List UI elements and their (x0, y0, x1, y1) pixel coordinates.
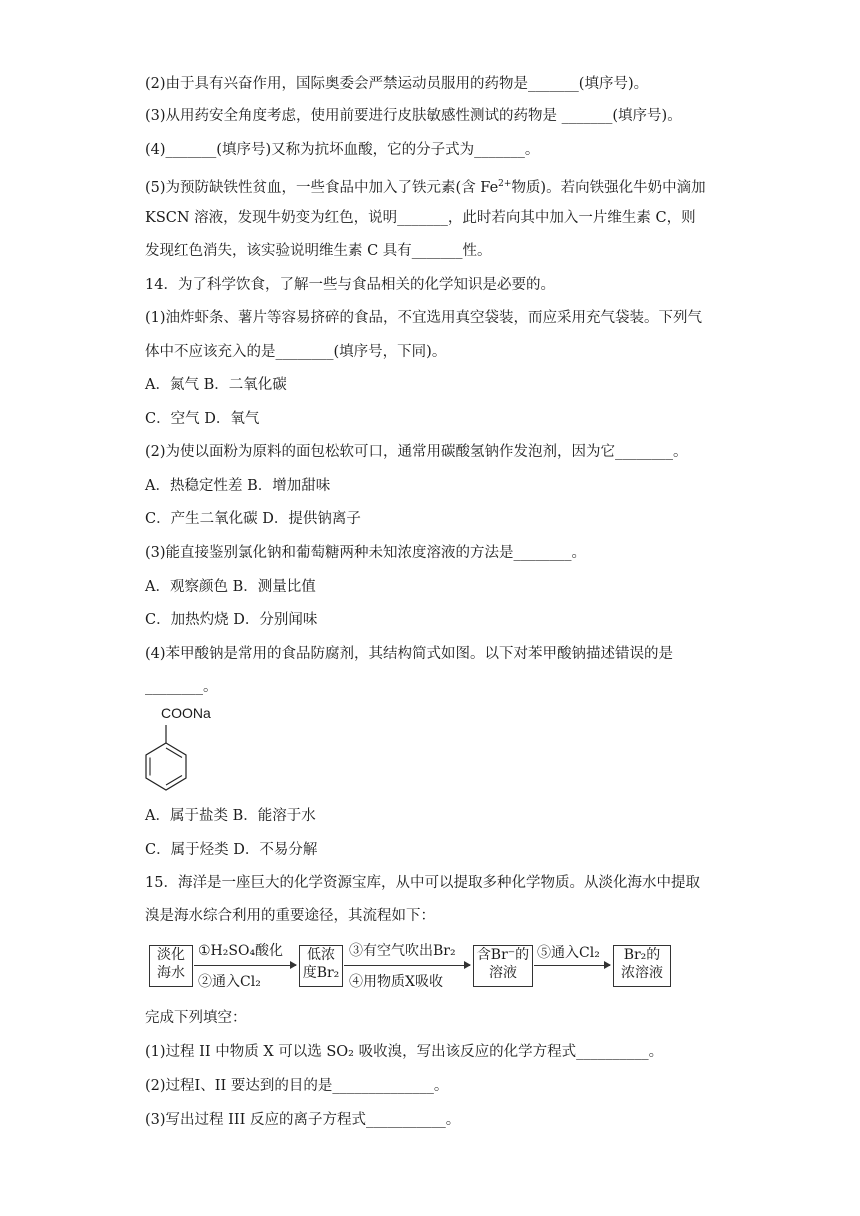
q13-part3: (3)从用药安全角度考虑，使用前要进行皮肤敏感性测试的药物是 _______(填序号)。 (145, 108, 682, 124)
q14-part1-options-ab: A．氮气 B．二氧化碳 (145, 377, 287, 393)
flow-step5: ⑤通入Cl₂ (537, 945, 600, 961)
flow-step4: ④用物质X吸收 (349, 974, 443, 990)
q13-part4: (4)_______(填序号)又称为抗坏血酸，它的分子式为_______。 (145, 142, 540, 158)
flow-box2-line2: 度Br₂ (302, 965, 340, 981)
q14-part1-options-cd: C．空气 D．氧气 (145, 411, 260, 427)
q14-part4-options-cd: C．属于烃类 D．不易分解 (145, 842, 318, 858)
q13-part2: (2)由于具有兴奋作用，国际奥委会严禁运动员服用的药物是_______(填序号)。 (145, 76, 649, 92)
flow-box1-line1: 淡化 (157, 947, 185, 963)
q14-part2-options-ab: A．热稳定性差 B．增加甜味 (145, 478, 331, 494)
q13-part5-line2: KSCN 溶液，发现牛奶变为红色，说明_______，此时若向其中加入一片维生素 C，则 (145, 210, 696, 226)
q14-part3-options-cd: C．加热灼烧 D．分别闻味 (145, 612, 318, 628)
q15-title-line1: 15．海洋是一座巨大的化学资源宝库，从中可以提取多种化学物质。从淡化海水中提取 (145, 875, 700, 891)
q15-instruction: 完成下列填空： (145, 1010, 247, 1026)
q14-part4-options-ab: A．属于盐类 B．能溶于水 (145, 808, 316, 824)
q14-part4-blank: ________。 (145, 679, 218, 695)
flow-step1: ①H₂SO₄酸化 (198, 943, 284, 959)
q13-part5-line3: 发现红色消失，该实验说明维生素 C 具有_______性。 (145, 243, 492, 259)
flow-box2-line1: 低浓 (307, 947, 335, 963)
coona-label: COONa (161, 705, 211, 721)
bromine-extraction-flowchart (146, 936, 676, 996)
q15-part1: (1)过程 II 中物质 X 可以选 SO₂ 吸收溴，写出该反应的化学方程式__________。 (145, 1044, 664, 1060)
flow-arrow-2 (344, 965, 470, 966)
q14-title: 14．为了科学饮食，了解一些与食品相关的化学知识是必要的。 (145, 277, 555, 293)
flow-box-low-conc-br2 (299, 945, 343, 987)
fe-charge: 2+ (498, 179, 512, 189)
q13-part5-text-b: 物质)。若向铁强化牛奶中滴加 (511, 179, 706, 196)
flow-box1-line2: 海水 (157, 965, 185, 981)
flow-arrow-3 (534, 965, 610, 966)
flow-box4-line1: Br₂的 (623, 947, 661, 963)
q15-part2: (2)过程Ⅰ、II 要达到的目的是______________。 (145, 1078, 449, 1094)
q14-part4: (4)苯甲酸钠是常用的食品防腐剂，其结构简式如图。以下对苯甲酸钠描述错误的是 (145, 646, 674, 662)
flow-step2: ②通入Cl₂ (198, 974, 261, 990)
q14-part3: (3)能直接鉴别氯化钠和葡萄糖两种未知浓度溶液的方法是________。 (145, 545, 587, 561)
q15-part3: (3)写出过程 III 反应的离子方程式___________。 (145, 1112, 461, 1128)
q14-part1-line2: 体中不应该充入的是________(填序号，下同)。 (145, 344, 447, 360)
q13-part5-line1 (145, 174, 706, 198)
flow-box-conc-br2 (613, 945, 671, 987)
flow-box-br-solution (473, 945, 533, 987)
q14-part2-options-cd: C．产生二氧化碳 D．提供钠离子 (145, 511, 361, 527)
flow-box3-line2: 溶液 (489, 965, 517, 981)
sodium-benzoate-structure (140, 705, 210, 795)
flow-box-desalinated-seawater (149, 945, 193, 987)
q13-part5-text-a: (5)为预防缺铁性贫血，一些食品中加入了铁元素(含 Fe (145, 179, 499, 196)
q14-part2: (2)为使以面粉为原料的面包松软可口，通常用碳酸氢钠作发泡剂，因为它________。 (145, 444, 688, 460)
flow-step3: ③有空气吹出Br₂ (349, 943, 456, 959)
flow-arrow-1 (194, 965, 296, 966)
q14-part1-line1: (1)油炸虾条、薯片等容易挤碎的食品，不宜选用真空袋装，而应采用充气袋装。下列气 (145, 310, 703, 326)
q14-part3-options-ab: A．观察颜色 B．测量比值 (145, 579, 316, 595)
flow-box4-line2: 浓溶液 (621, 965, 663, 981)
q15-title-line2: 溴是海水综合利用的重要途径，其流程如下： (145, 908, 435, 924)
flow-box3-line1: 含Br⁻的 (476, 947, 530, 963)
